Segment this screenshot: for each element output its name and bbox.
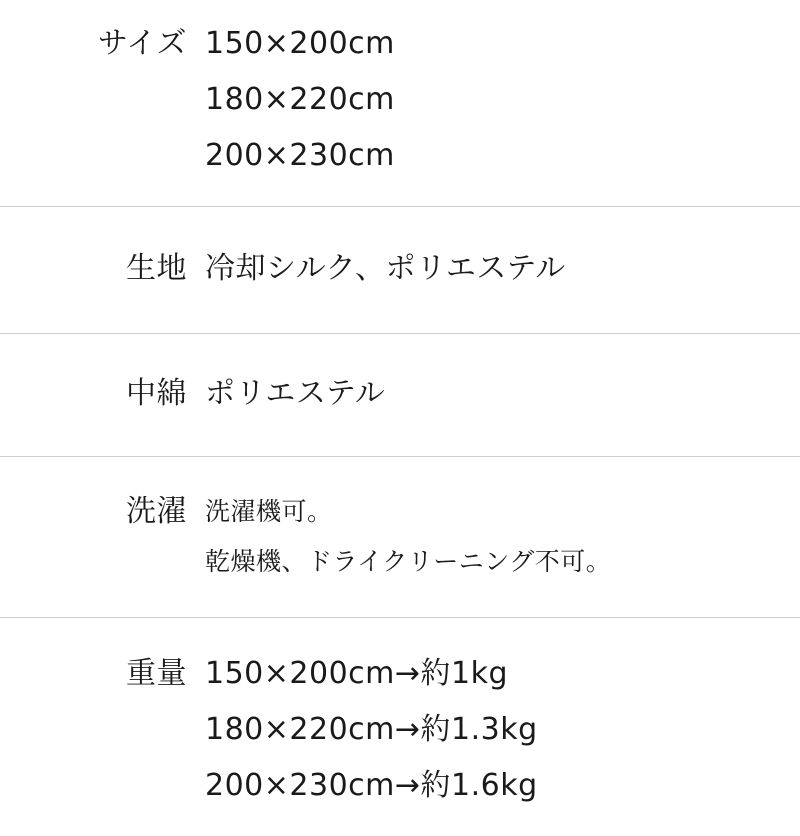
- spec-value-line: 200×230cm: [205, 138, 395, 173]
- spec-value-line: 150×200cm→約1kg: [205, 656, 509, 691]
- spec-row-washing: [0, 456, 800, 617]
- spec-label-weight: 重量: [126, 656, 187, 691]
- spec-row-size: [0, 0, 800, 206]
- spec-label-size: サイズ: [97, 26, 187, 61]
- spec-value-line: 冷却シルク、ポリエステル: [205, 251, 566, 286]
- spec-value-fabric: [205, 243, 800, 295]
- spec-value-weight: [205, 646, 800, 814]
- spec-row-weight: [0, 617, 800, 824]
- spec-value-line: 180×220cm: [205, 82, 395, 117]
- spec-value-filling: [205, 368, 800, 420]
- spec-value-washing: [205, 487, 800, 587]
- spec-value-line: 180×220cm→約1.3kg: [205, 712, 538, 747]
- spec-label-filling: 中綿: [126, 376, 187, 411]
- spec-value-line: 洗濯機可。: [205, 497, 333, 526]
- spec-value-line: 150×200cm: [205, 26, 395, 61]
- spec-label-fabric: 生地: [126, 251, 187, 286]
- spec-row-filling: [0, 333, 800, 456]
- spec-value-line: 乾燥機、ドライクリーニング不可。: [205, 547, 612, 576]
- spec-value-size: [205, 16, 800, 184]
- spec-value-line: ポリエステル: [205, 376, 386, 411]
- spec-label-washing: 洗濯: [126, 494, 187, 529]
- spec-value-line: 200×230cm→約1.6kg: [205, 768, 538, 803]
- spec-row-fabric: [0, 206, 800, 333]
